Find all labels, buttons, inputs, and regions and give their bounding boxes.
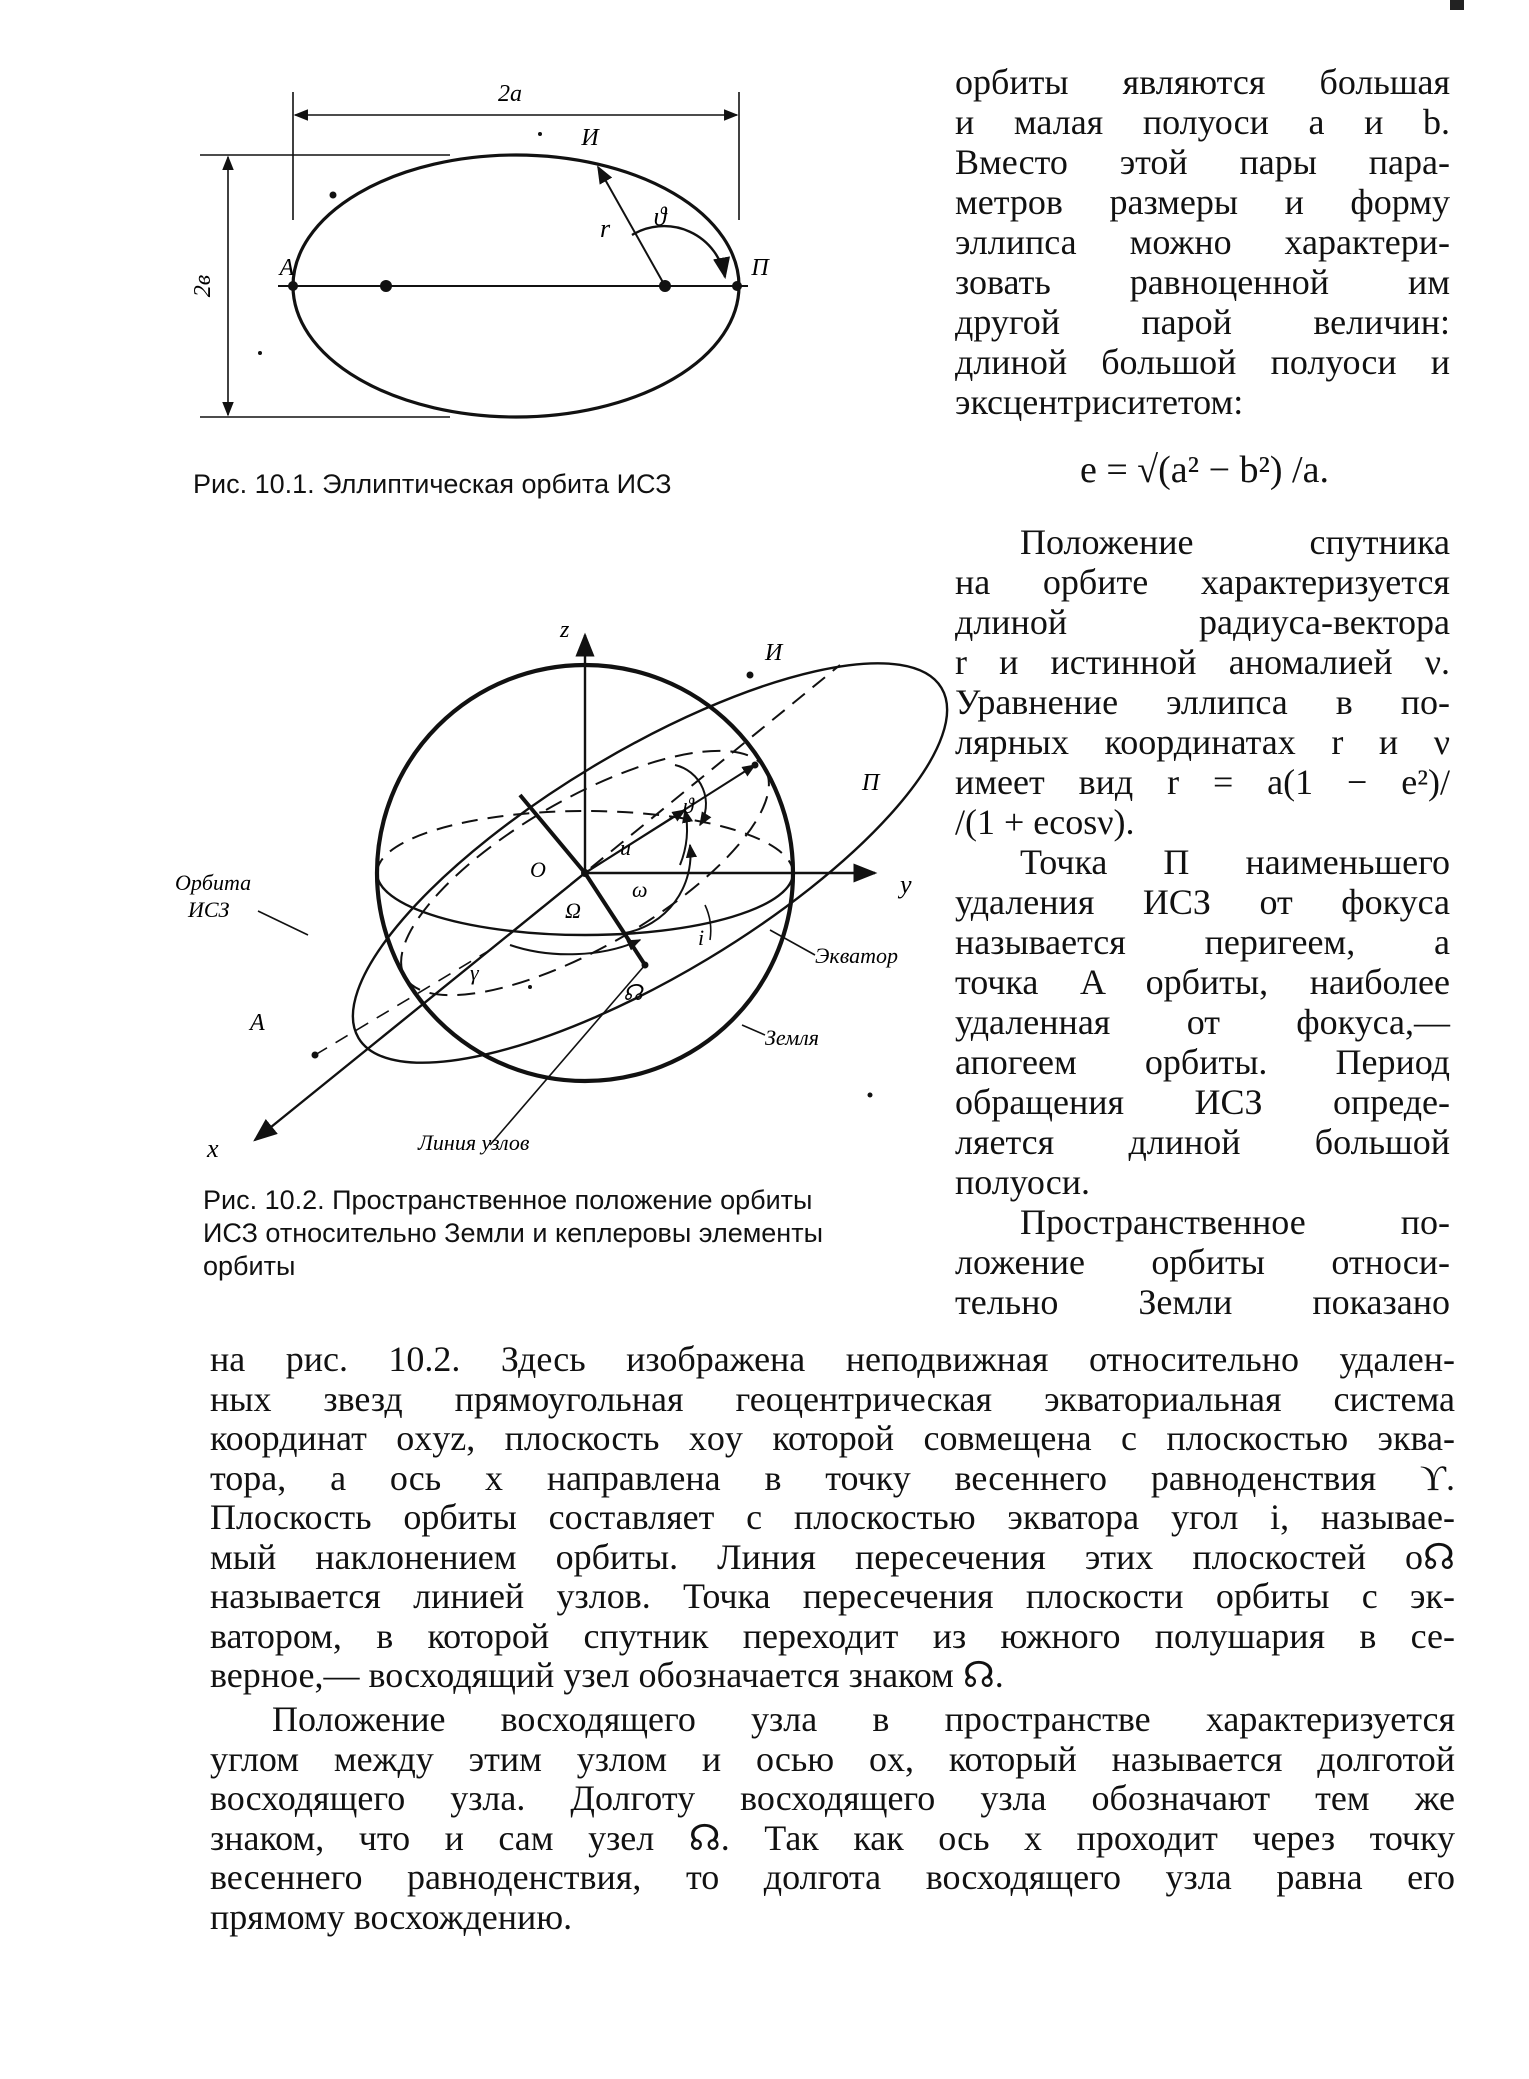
figure1-caption: Рис. 10.1. Эллиптическая орбита ИСЗ: [193, 469, 672, 499]
right-column-paragraph-1: [955, 62, 1450, 422]
label-apogee: A: [250, 1010, 265, 1036]
label-2a: 2a: [498, 81, 522, 107]
label-line-of-nodes: Линия узлов: [418, 1130, 530, 1155]
text-line: ных звезд прямоугольная геоцентрическая экваториальная система: [210, 1378, 1455, 1419]
speck: [538, 132, 542, 136]
label-apogee: A: [279, 255, 295, 281]
figure-orbit-in-space: [170, 615, 940, 1175]
text-line: Положение восходящего узла в пространстве характеризуется: [272, 1699, 1455, 1739]
text-line: на орбите характеризуется: [955, 562, 1450, 602]
label-node: ☊: [623, 980, 643, 1005]
figure2-caption-line: орбиты: [203, 1251, 296, 1281]
text-line: Уравнение эллипса в по-: [955, 682, 1450, 722]
speck: [528, 985, 532, 989]
text-line: на рис. 10.2. Здесь изображена неподвижная относительно удален-: [210, 1339, 1455, 1379]
text-line: прямому восхождению.: [210, 1896, 573, 1937]
text-line: ватором, в которой спутник переходит из южного полушария в се-: [210, 1615, 1455, 1656]
label-orbit-line1: Орбита: [175, 870, 252, 895]
text-line: ляется длиной большой: [955, 1122, 1450, 1162]
full-width-paragraph-1: [210, 1340, 1455, 1696]
text-line: орбиты являются большая: [955, 62, 1450, 102]
figure-elliptical-orbit: [180, 65, 769, 435]
text-line: эллипса можно характери-: [955, 222, 1450, 262]
label-origin: O: [530, 857, 546, 882]
text-line: мый наклонением орбиты. Линия пересечения этих плоскостей o☊: [210, 1536, 1455, 1577]
figure2-caption: [203, 1184, 923, 1283]
text-line: другой парой величин:: [955, 302, 1450, 342]
label-omega: ω: [632, 877, 648, 902]
text-line: ложение орбиты относи-: [955, 1242, 1450, 1282]
text-line: полуоси.: [955, 1162, 1090, 1202]
label-z: z: [560, 617, 570, 643]
text-line: Пространственное по-: [1020, 1202, 1450, 1242]
node-leader-line: [490, 965, 645, 1145]
apogee-point: [312, 1052, 319, 1059]
origin-point: [581, 869, 589, 877]
label-2b: 2в: [190, 274, 216, 298]
perigee-point: [752, 762, 759, 769]
text-line: апогеем орбиты. Период: [955, 1042, 1450, 1082]
perigee-point: [732, 281, 742, 291]
label-u: u: [620, 835, 631, 860]
label-orbit-line2: ИСЗ: [188, 897, 230, 922]
speck: [868, 1093, 873, 1098]
orbit-label-leader: [258, 911, 308, 935]
text-line: называется линией узлов. Точка пересечения плоскости орбиты с эк-: [210, 1576, 1455, 1616]
label-i: i: [698, 925, 705, 950]
figure2-caption-line: Рис. 10.2. Пространственное положение орбиты: [203, 1185, 813, 1215]
text-line: Точка П наименьшего: [1020, 842, 1450, 882]
text-line: лярных координатах r и ν: [955, 722, 1450, 762]
eccentricity-formula: e = √(a² − b²) /a.: [1080, 449, 1329, 491]
text-line: Вместо этой пары пара-: [955, 142, 1450, 182]
text-line: длиной радиуса-вектора: [955, 602, 1450, 642]
text-line: весеннего равноденствия, то долгота восходящего узла равна его: [210, 1857, 1455, 1897]
text-line: имеет вид r = a(1 − e²)/: [955, 762, 1450, 802]
text-line: тельно Земли показано: [955, 1282, 1450, 1322]
label-gamma: γ: [470, 960, 479, 985]
label-y: y: [900, 870, 912, 899]
text-line: удаления ИСЗ от фокуса: [955, 882, 1450, 922]
earth-label-leader: [742, 1025, 765, 1035]
text-line: восходящего узла. Долготу восходящего узла обозначают тем же: [210, 1778, 1455, 1818]
text-line: метров размеры и форму: [955, 182, 1450, 222]
label-equator: Экватор: [815, 943, 898, 968]
label-radius: r: [599, 214, 611, 243]
text-line: зовать равноценной им: [955, 262, 1450, 302]
text-line: Плоскость орбиты составляет с плоскостью экватора угол i, называе-: [210, 1497, 1455, 1537]
page-corner-mark: [1450, 0, 1464, 10]
text-line: координат oxyz, плоскость xoy которой совмещена с плоскостью эква-: [210, 1418, 1455, 1458]
speck: [330, 192, 337, 199]
focus-empty: [380, 280, 392, 292]
label-satellite: И: [581, 125, 599, 151]
label-anomaly: ϑ: [653, 202, 667, 231]
text-line: эксцентриситетом:: [955, 382, 1244, 422]
text-line: r и истинной аномалией ν.: [955, 642, 1450, 682]
label-perigee: П: [751, 255, 769, 281]
node-point: [642, 962, 649, 969]
text-line: Положение спутника: [1020, 522, 1450, 562]
text-line: длиной большой полуоси и: [955, 342, 1450, 382]
label-Omega: Ω: [565, 898, 581, 923]
text-line: точка A орбиты, наиболее: [955, 962, 1450, 1002]
text-line: знаком, что и сам узел ☊. Так как ось x проходит через точку: [210, 1817, 1455, 1858]
line-to-apogee: [315, 950, 490, 1055]
label-theta: ϑ: [683, 793, 694, 818]
label-satellite: И: [765, 640, 783, 666]
text-line: удаленная от фокуса,—: [955, 1002, 1450, 1042]
text-line: обращения ИСЗ опреде-: [955, 1082, 1450, 1122]
speck: [258, 351, 262, 355]
text-line: тора, а ось x направлена в точку весеннего равноденствия ϒ.: [210, 1457, 1455, 1498]
label-perigee: П: [862, 770, 880, 796]
text-line: называется перигеем, а: [955, 922, 1450, 962]
apogee-point: [288, 281, 298, 291]
right-column-paragraph-2: [955, 522, 1450, 1322]
label-earth: Земля: [765, 1025, 819, 1050]
text-line: углом между этим узлом и осью ox, который называется долготой: [210, 1738, 1455, 1779]
arc-Omega: [510, 940, 640, 954]
satellite-point: [747, 672, 754, 679]
figure2-caption-line: ИСЗ относительно Земли и кеплеровы элементы: [203, 1218, 823, 1248]
label-x: x: [207, 1134, 219, 1163]
text-line: и малая полуоси a и b.: [955, 102, 1450, 142]
text-line: верное,— восходящий узел обозначается знаком ☊.: [210, 1655, 1004, 1695]
full-width-paragraph-2: [210, 1700, 1455, 1937]
satellite-direction: [585, 810, 685, 873]
text-line: /(1 + ecosν).: [955, 802, 1135, 842]
